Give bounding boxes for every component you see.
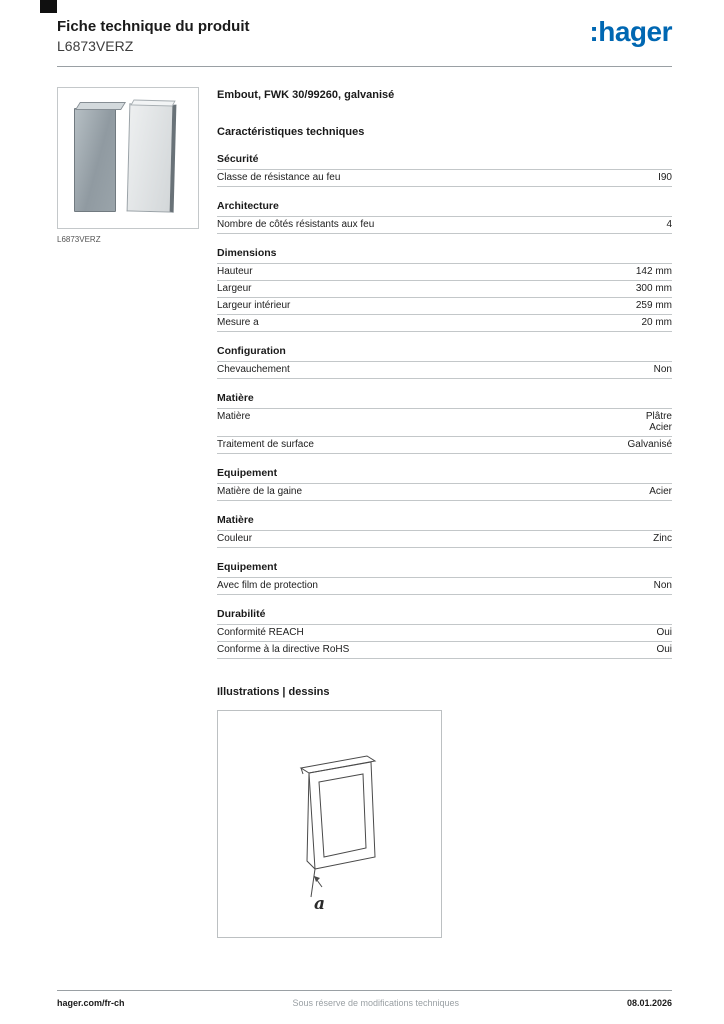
product-image: [57, 87, 199, 229]
spec-row: [217, 625, 672, 642]
section-title: Configuration: [217, 345, 286, 357]
spec-value: Acier: [649, 486, 672, 497]
spec-row: [217, 362, 672, 379]
product-reference: L6873VERZ: [57, 38, 134, 54]
spec-row: [217, 217, 672, 234]
spec-section: [217, 200, 672, 234]
spec-row: [217, 642, 672, 659]
spec-label: Traitement de surface: [217, 439, 314, 450]
header-text: [57, 18, 250, 54]
spec-section: [217, 345, 672, 379]
spec-row: [217, 315, 672, 332]
spec-value: 20 mm: [641, 317, 672, 328]
spec-label: Largeur intérieur: [217, 300, 291, 311]
embout-drawing: [218, 711, 441, 937]
spec-section: [217, 247, 672, 332]
spec-rows: [217, 530, 672, 548]
spec-label: Conformité REACH: [217, 627, 304, 638]
spec-rows: [217, 408, 672, 454]
spec-section: [217, 467, 672, 501]
spec-label: Avec film de protection: [217, 580, 318, 591]
spec-value: 259 mm: [635, 300, 672, 311]
spec-section: [217, 514, 672, 548]
product-name: Embout, FWK 30/99260, galvanisé: [217, 89, 395, 101]
spec-row: [217, 281, 672, 298]
spec-row: [217, 578, 672, 595]
spec-section: [217, 392, 672, 454]
spec-value: 300 mm: [635, 283, 672, 294]
header: [0, 0, 724, 54]
spec-value: Galvanisé: [627, 439, 672, 450]
spec-section: [217, 153, 672, 187]
product-panel-dark: [74, 108, 116, 212]
spec-label: Largeur: [217, 283, 252, 294]
left-column: [57, 87, 199, 244]
section-title: Matière: [217, 392, 254, 404]
spec-label: Classe de résistance au feu: [217, 172, 341, 183]
spec-label: Hauteur: [217, 266, 253, 277]
spec-value: Zinc: [653, 533, 672, 544]
section-title: Dimensions: [217, 247, 277, 259]
product-image-caption: L6873VERZ: [57, 235, 101, 244]
spec-rows: [217, 483, 672, 501]
spec-label: Mesure a: [217, 317, 259, 328]
content: [0, 67, 724, 938]
section-title: Sécurité: [217, 153, 259, 165]
footer-date: 08.01.2026: [626, 998, 672, 1008]
spec-value: Non: [653, 364, 672, 375]
spec-rows: [217, 169, 672, 187]
spec-rows: [217, 216, 672, 234]
dimension-label: a: [314, 894, 326, 914]
section-title: Equipement: [217, 467, 278, 479]
footer-note: Sous réserve de modifications techniques: [292, 998, 460, 1008]
spec-label: Conforme à la directive RoHS: [217, 644, 350, 655]
section-title: Matière: [217, 514, 254, 526]
spec-row: [217, 264, 672, 281]
section-title: Durabilité: [217, 608, 266, 620]
spec-rows: [217, 577, 672, 595]
illustrations-heading: Illustrations | dessins: [217, 686, 330, 698]
spec-value: Oui: [656, 627, 672, 638]
spec-section: [217, 608, 672, 659]
footer-row: [57, 998, 672, 1008]
spec-label: Chevauchement: [217, 364, 290, 375]
spec-rows: [217, 263, 672, 332]
hager-logo: :hager: [589, 16, 672, 47]
section-title: Equipement: [217, 561, 278, 573]
spec-label: Nombre de côtés résistants aux feu: [217, 219, 375, 230]
product-panel-light: [127, 103, 177, 212]
characteristics-heading: Caractéristiques techniques: [217, 126, 365, 138]
spec-row: [217, 409, 672, 437]
print-mark: [40, 0, 57, 13]
spec-row: [217, 298, 672, 315]
section-title: Architecture: [217, 200, 279, 212]
spec-section: [217, 561, 672, 595]
technical-drawing-box: [217, 710, 442, 938]
footer: [57, 990, 672, 1008]
spec-label: Couleur: [217, 533, 253, 544]
right-column: [217, 87, 672, 938]
spec-label: Matière de la gaine: [217, 486, 303, 497]
characteristics-sections: [217, 153, 672, 659]
spec-rows: [217, 361, 672, 379]
spec-value: Non: [653, 580, 672, 591]
spec-value: Oui: [656, 644, 672, 655]
spec-rows: [217, 624, 672, 659]
spec-row: [217, 484, 672, 501]
spec-label: Matière: [217, 411, 251, 422]
spec-value: I90: [658, 172, 672, 183]
spec-value: 4: [666, 219, 672, 230]
footer-link[interactable]: hager.com/fr-ch: [57, 998, 125, 1008]
spec-value: 142 mm: [635, 266, 672, 277]
spec-row: [217, 531, 672, 548]
spec-row: [217, 170, 672, 187]
spec-row: [217, 437, 672, 454]
page-title: Fiche technique du produit: [57, 18, 250, 35]
spec-value: Plâtre Acier: [645, 411, 672, 433]
